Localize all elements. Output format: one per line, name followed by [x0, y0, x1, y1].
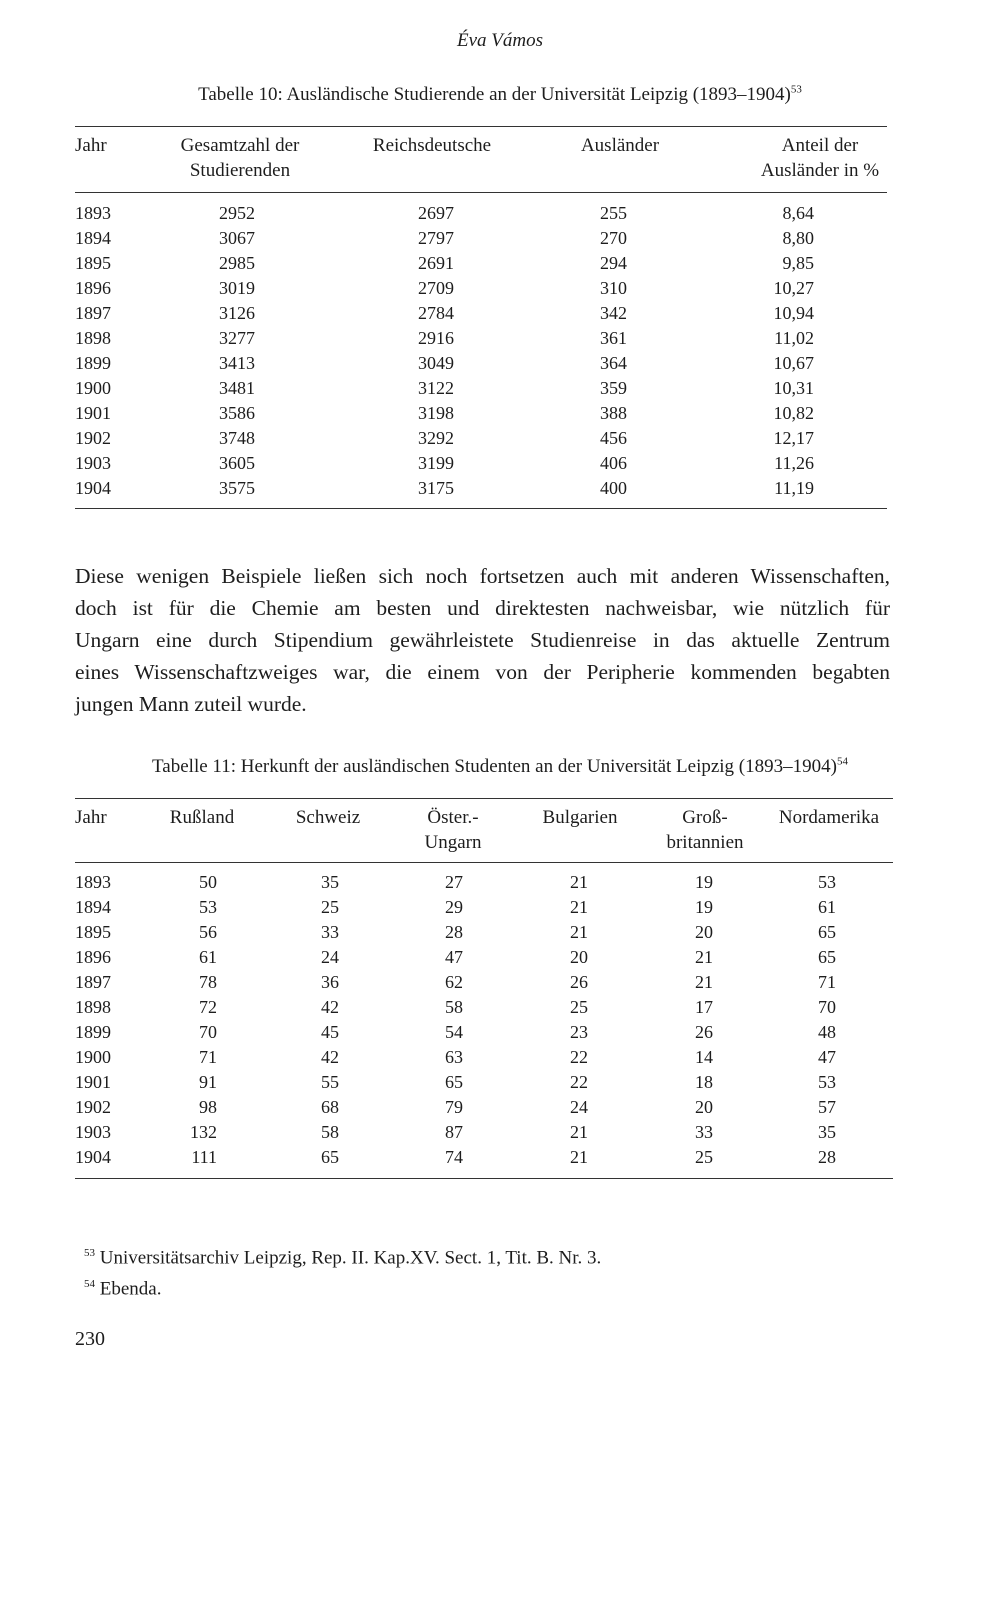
footnote-54: [84, 1271, 601, 1302]
table10-caption: Tabelle 10: Ausländische Studierende an der Universität Leipzig (1893–1904): [198, 84, 791, 105]
table11-cell: 21: [695, 972, 713, 992]
table11-cell: 1903: [75, 1122, 111, 1142]
table11-cell: 26: [695, 1022, 713, 1042]
table11-cell: 91: [199, 1072, 217, 1092]
table11-cell: 45: [321, 1022, 339, 1042]
table11-cell: 68: [321, 1097, 339, 1117]
table11-cell: 25: [570, 997, 588, 1017]
table11-column-header: Jahr: [75, 807, 107, 828]
table11-cell: 65: [818, 947, 836, 967]
table10-cell: 3175: [418, 478, 454, 498]
table11-cell: 53: [199, 897, 217, 917]
table10-column-header: Reichsdeutsche: [372, 135, 492, 156]
table10-cell: 1901: [75, 403, 111, 423]
table11-cell: 21: [570, 1147, 588, 1167]
table11-cell: 1896: [75, 947, 111, 967]
table10-cell: 1894: [75, 228, 111, 248]
table11-cell: 87: [445, 1122, 463, 1142]
table11-cell: 1901: [75, 1072, 111, 1092]
table11-column-header: Nordamerika: [778, 807, 880, 828]
table11-column-header: britannien: [666, 832, 744, 853]
table11-cell: 28: [818, 1147, 836, 1167]
table11-cell: 25: [321, 897, 339, 917]
table11-cell: 62: [445, 972, 463, 992]
table10-cell: 1904: [75, 478, 111, 498]
table10-column-header: Jahr: [75, 135, 107, 156]
running-head: Éva Vámos: [456, 30, 543, 51]
table10-column-header: Anteil der: [781, 135, 859, 156]
paragraph-line: jungen Mann zuteil wurde.: [75, 692, 307, 716]
table10-column-header: Ausländer: [580, 135, 660, 156]
table10-header-rule: [75, 192, 887, 193]
table11-cell: 1904: [75, 1147, 111, 1167]
table11-cell: 20: [695, 922, 713, 942]
table11-cell: 79: [445, 1097, 463, 1117]
table10-cell: 359: [600, 378, 627, 398]
paragraph-line: Diese wenigen Beispiele ließen sich noch fortsetzen auch mit anderen Wissenschaften,: [75, 564, 890, 588]
table10-cell: 3748: [219, 428, 255, 448]
table11-header-rule: [75, 862, 893, 863]
table11-cell: 18: [695, 1072, 713, 1092]
table11-column-header: Ungarn: [424, 832, 482, 853]
table11-cell: 70: [199, 1022, 217, 1042]
table11-cell: 53: [818, 1072, 836, 1092]
table11-cell: 1900: [75, 1047, 111, 1067]
table10-cell: 1903: [75, 453, 111, 473]
table11-cell: 22: [570, 1072, 588, 1092]
table10-cell: 10,27: [773, 278, 814, 298]
table10-cell: 3586: [219, 403, 255, 423]
table11-cell: 33: [695, 1122, 713, 1142]
table10-cell: 3292: [418, 428, 454, 448]
table11-cell: 19: [695, 897, 713, 917]
table11-cell: 26: [570, 972, 588, 992]
table11-cell: 1895: [75, 922, 111, 942]
table10-cell: 1896: [75, 278, 111, 298]
table10-cell: 2985: [219, 253, 255, 273]
table11-cell: 54: [445, 1022, 463, 1042]
table11-caption-note: 54: [836, 755, 848, 768]
table11-cell: 1894: [75, 897, 111, 917]
table10-bottom-rule: [75, 508, 887, 509]
table10-cell: 310: [600, 278, 627, 298]
table10-column-header: Studierenden: [189, 160, 291, 181]
table11-cell: 50: [199, 872, 217, 892]
table10-cell: 2952: [219, 203, 255, 223]
table10-cell: 1898: [75, 328, 111, 348]
table10-top-rule: [75, 126, 887, 127]
table11-cell: 65: [321, 1147, 339, 1167]
table10-cell: 8,80: [782, 228, 814, 248]
table11-column-header: Rußland: [169, 807, 235, 828]
table11-cell: 61: [818, 897, 836, 917]
table11-cell: 23: [570, 1022, 588, 1042]
table11-cell: 65: [818, 922, 836, 942]
footnote-53: [84, 1240, 601, 1271]
table10-cell: 10,67: [773, 353, 814, 373]
table11-cell: 24: [321, 947, 339, 967]
table10-cell: 3575: [219, 478, 255, 498]
table10-cell: 3122: [418, 378, 454, 398]
paragraph-line: eines Wissenschaftzweiges war, die einem von der Peripherie kommenden begabten: [75, 660, 890, 684]
table10-cell: 2697: [418, 203, 454, 223]
table11-cell: 36: [321, 972, 339, 992]
table11-cell: 14: [695, 1047, 713, 1067]
table10-column-header: Ausländer in %: [760, 160, 880, 181]
table10-cell: 1893: [75, 203, 111, 223]
table10-cell: 8,64: [782, 203, 814, 223]
table10-cell: 3277: [219, 328, 255, 348]
table10-cell: 3126: [219, 303, 255, 323]
table11-cell: 20: [695, 1097, 713, 1117]
table10-column-header: Gesamtzahl der: [180, 135, 300, 156]
table11-cell: 47: [445, 947, 463, 967]
table10-cell: 3049: [418, 353, 454, 373]
table10-cell: 11,26: [774, 453, 814, 473]
table11-cell: 21: [570, 872, 588, 892]
table10-cell: 294: [600, 253, 627, 273]
table10-cell: 3481: [219, 378, 255, 398]
table10-cell: 364: [600, 353, 627, 373]
table11-cell: 65: [445, 1072, 463, 1092]
table11-column-header: Öster.-: [427, 807, 479, 828]
table10-cell: 361: [600, 328, 627, 348]
table10-cell: 1897: [75, 303, 111, 323]
table10-cell: 3019: [219, 278, 255, 298]
table10-cell: 456: [600, 428, 627, 448]
table10-cell: 2691: [418, 253, 454, 273]
table11-cell: 42: [321, 1047, 339, 1067]
table11-cell: 21: [695, 947, 713, 967]
table11-column-header: Bulgarien: [542, 807, 618, 828]
table11-cell: 56: [199, 922, 217, 942]
table11-cell: 24: [570, 1097, 588, 1117]
table10-cell: 255: [600, 203, 627, 223]
table11-cell: 1898: [75, 997, 111, 1017]
table11-cell: 42: [321, 997, 339, 1017]
table11-cell: 21: [570, 1122, 588, 1142]
table10-cell: 12,17: [773, 428, 814, 448]
table11-cell: 47: [818, 1047, 836, 1067]
table10-cell: 3198: [418, 403, 454, 423]
footnote-number: 54: [84, 1278, 95, 1291]
table11-cell: 19: [695, 872, 713, 892]
table11-cell: 1902: [75, 1097, 111, 1117]
table10-cell: 406: [600, 453, 627, 473]
table11-cell: 57: [818, 1097, 836, 1117]
table11-bottom-rule: [75, 1178, 893, 1179]
table11-caption-wrap: [0, 756, 1000, 778]
table11-cell: 1893: [75, 872, 111, 892]
table11-cell: 17: [695, 997, 713, 1017]
table10-cell: 10,82: [773, 403, 814, 423]
table11-cell: 98: [199, 1097, 217, 1117]
body-paragraph: [75, 560, 890, 720]
footnotes: [84, 1240, 601, 1303]
table11-cell: 1899: [75, 1022, 111, 1042]
table11-cell: 35: [818, 1122, 836, 1142]
table11-cell: 58: [445, 997, 463, 1017]
table10-cell: 2916: [418, 328, 454, 348]
table10-caption-wrap: [0, 84, 1000, 106]
table11-cell: 74: [445, 1147, 463, 1167]
table11-cell: 35: [321, 872, 339, 892]
table11-cell: 71: [818, 972, 836, 992]
table10-cell: 2784: [418, 303, 454, 323]
table11-cell: 1897: [75, 972, 111, 992]
table11-cell: 21: [570, 897, 588, 917]
table10-cell: 3067: [219, 228, 255, 248]
table11-cell: 25: [695, 1147, 713, 1167]
table10-cell: 10,94: [773, 303, 814, 323]
table10-cell: 10,31: [773, 378, 814, 398]
table10-cell: 1902: [75, 428, 111, 448]
table10-cell: 3199: [418, 453, 454, 473]
table11-caption: Tabelle 11: Herkunft der ausländischen Studenten an der Universität Leipzig (1893–1904): [152, 756, 837, 777]
table10-cell: 3605: [219, 453, 255, 473]
footnote-text: Ebenda.: [99, 1278, 162, 1300]
table10-cell: 9,85: [782, 253, 814, 273]
table10-caption-note: 53: [790, 83, 802, 96]
table10-cell: 388: [600, 403, 627, 423]
footnote-number: 53: [84, 1247, 95, 1259]
table11-cell: 27: [445, 872, 463, 892]
table10-cell: 400: [600, 478, 627, 498]
table10-cell: 1900: [75, 378, 111, 398]
table11-cell: 71: [199, 1047, 217, 1067]
table10-cell: 270: [600, 228, 627, 248]
page-number: 230: [75, 1328, 105, 1350]
table11-cell: 63: [445, 1047, 463, 1067]
table11-cell: 20: [570, 947, 588, 967]
table11-cell: 21: [570, 922, 588, 942]
table11-cell: 22: [570, 1047, 588, 1067]
table11-column-header: Schweiz: [295, 807, 361, 828]
table10-cell: 3413: [219, 353, 255, 373]
table11-column-header: Groß-: [682, 807, 728, 828]
paragraph-line: Ungarn eine durch Stipendium gewährleistete Studienreise in das aktuelle Zentrum: [75, 628, 890, 652]
table11-cell: 55: [321, 1072, 339, 1092]
table11-cell: 33: [321, 922, 339, 942]
table11-cell: 132: [190, 1122, 217, 1142]
table11-cell: 111: [191, 1147, 217, 1167]
table10-cell: 1899: [75, 353, 111, 373]
table10-cell: 11,19: [774, 478, 814, 498]
table11-cell: 70: [818, 997, 836, 1017]
table11-cell: 58: [321, 1122, 339, 1142]
table11-cell: 53: [818, 872, 836, 892]
footnote-text: Universitätsarchiv Leipzig, Rep. II. Kap.XV. Sect. 1, Tit. B. Nr. 3.: [99, 1247, 602, 1269]
table11-cell: 28: [445, 922, 463, 942]
table11-cell: 48: [818, 1022, 836, 1042]
table10-cell: 2709: [418, 278, 454, 298]
table10-cell: 342: [600, 303, 627, 323]
table11-cell: 29: [445, 897, 463, 917]
table11-top-rule: [75, 798, 893, 799]
table11-cell: 61: [199, 947, 217, 967]
table10-cell: 2797: [418, 228, 454, 248]
table10-cell: 11,02: [774, 328, 814, 348]
paragraph-line: doch ist für die Chemie am besten und direktesten nachweisbar, wie nützlich für: [75, 596, 890, 620]
table11-cell: 78: [199, 972, 217, 992]
table11-cell: 72: [199, 997, 217, 1017]
table10-cell: 1895: [75, 253, 111, 273]
